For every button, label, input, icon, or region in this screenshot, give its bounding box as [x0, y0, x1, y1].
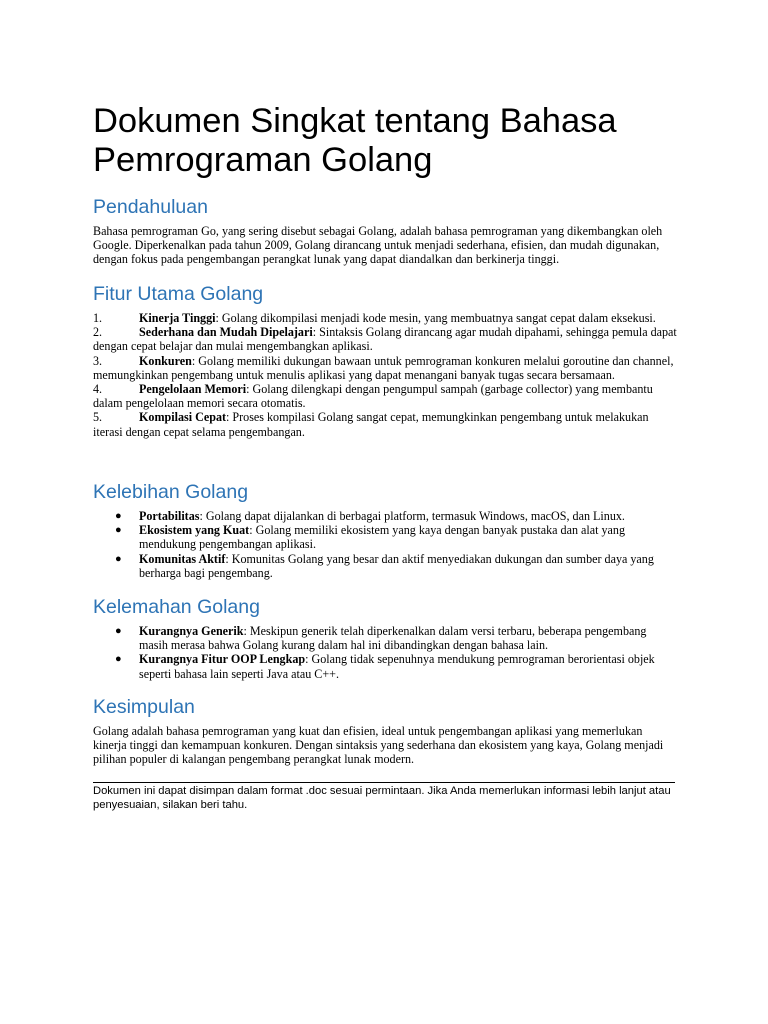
disadvantages-list [93, 624, 678, 681]
list-number: 4. [93, 382, 103, 397]
disadvantage-term: Kurangnya Fitur OOP Lengkap [139, 652, 306, 667]
bullet-icon: ● [115, 625, 122, 637]
disadvantage-item [93, 624, 678, 652]
advantage-desc: : Komunitas Golang yang besar dan aktif menyediakan dukungan dan sumber daya yang berharga bagi pengembang. [139, 551, 654, 580]
list-number: 5. [93, 410, 103, 425]
section-heading-advantages: Kelebihan Golang [93, 481, 249, 503]
feature-item [93, 311, 678, 325]
disadvantage-desc: : Meskipun generik telah diperkenalkan dalam versi terbaru, beberapa pengembang masih merasa bahwa Golang kurang dalam hal ini dibandingkan dengan bahasa lain. [139, 624, 647, 653]
advantage-item [93, 552, 678, 580]
features-list [93, 311, 678, 439]
advantage-term: Ekosistem yang Kuat [139, 523, 250, 538]
feature-term: Sederhana dan Mudah Dipelajari [139, 325, 313, 340]
disadvantage-desc: : Golang tidak sepenuhnya mendukung pemrograman berorientasi objek seperti bahasa lain seperti Java atau C++. [139, 652, 655, 681]
bullet-icon: ● [115, 510, 122, 522]
advantage-term: Portabilitas [139, 509, 200, 523]
disadvantage-term: Kurangnya Generik [139, 624, 244, 638]
feature-term: Kompilasi Cepat [139, 410, 227, 425]
feature-desc: : Proses kompilasi Golang sangat cepat, memungkinkan pengembang untuk melakukan iterasi dengan cepat selama pengembangan. [93, 410, 649, 439]
list-number: 2. [93, 325, 103, 340]
section-heading-conclusion: Kesimpulan [93, 696, 195, 718]
feature-desc: : Golang dilengkapi dengan pengumpul sampah (garbage collector) yang membantu dalam pengelolaan memori secara otomatis. [93, 382, 653, 411]
intro-paragraph: Bahasa pemrograman Go, yang sering disebut sebagai Golang, adalah bahasa pemrograman yang dikembangkan oleh Google. Diperkenalkan pada tahun 2009, Golang dirancang untuk menjadi sederhana, efisien, dan mudah digunakan, dengan fokus pada pengembangan perangkat lunak yang dapat diandalkan dan berkinerja tinggi. [93, 224, 663, 267]
feature-term: Konkuren [139, 353, 192, 368]
feature-desc: : Golang dikompilasi menjadi kode mesin, yang membuatnya sangat cepat dalam eksekusi. [215, 311, 656, 325]
feature-term: Pengelolaan Memori [139, 382, 247, 397]
list-number: 1. [93, 311, 103, 325]
advantages-list [93, 509, 678, 580]
bullet-icon: ● [115, 653, 122, 666]
feature-item [93, 382, 678, 410]
advantage-desc: : Golang dapat dijalankan di berbagai platform, termasuk Windows, macOS, dan Linux. [199, 509, 625, 523]
feature-item [93, 325, 678, 353]
document-title: Dokumen Singkat tentang Bahasa Pemrograman Golang [93, 102, 617, 179]
feature-desc: : Golang memiliki dukungan bawaan untuk pemrograman konkuren melalui goroutine dan channel, memungkinkan pengembang untuk menulis aplikasi yang dapat menangani banyak tugas secara bersamaan. [93, 353, 674, 382]
horizontal-divider [93, 782, 675, 783]
feature-term: Kinerja Tinggi [139, 311, 216, 325]
feature-item [93, 410, 678, 438]
bullet-icon: ● [115, 552, 122, 565]
section-heading-intro: Pendahuluan [93, 196, 208, 218]
footer-note: Dokumen ini dapat disimpan dalam format .doc sesuai permintaan. Jika Anda memerlukan informasi lebih lanjut atau penyesuaian, silakan beri tahu. [93, 785, 671, 811]
feature-desc: : Sintaksis Golang dirancang agar mudah dipahami, sehingga pemula dapat dengan cepat belajar dan mulai mengembangkan aplikasi. [93, 325, 677, 354]
advantage-term: Komunitas Aktif [139, 551, 226, 566]
conclusion-paragraph: Golang adalah bahasa pemrograman yang kuat dan efisien, ideal untuk pengembangan aplikasi yang memerlukan kinerja tinggi dan kemampuan konkuren. Dengan sintaksis yang sederhana dan ekosistem yang kaya, Golang menjadi pilihan populer di kalangan pengembang perangkat lunak modern. [93, 724, 664, 767]
feature-item [93, 354, 678, 382]
advantage-item [93, 523, 678, 551]
advantage-item [93, 509, 678, 523]
list-number: 3. [93, 353, 103, 368]
bullet-icon: ● [115, 524, 122, 537]
section-heading-disadvantages: Kelemahan Golang [93, 596, 260, 618]
section-heading-features: Fitur Utama Golang [93, 283, 264, 305]
advantage-desc: : Golang memiliki ekosistem yang kaya dengan banyak pustaka dan alat yang mendukung pengembangan aplikasi. [139, 523, 626, 552]
disadvantage-item [93, 652, 678, 680]
